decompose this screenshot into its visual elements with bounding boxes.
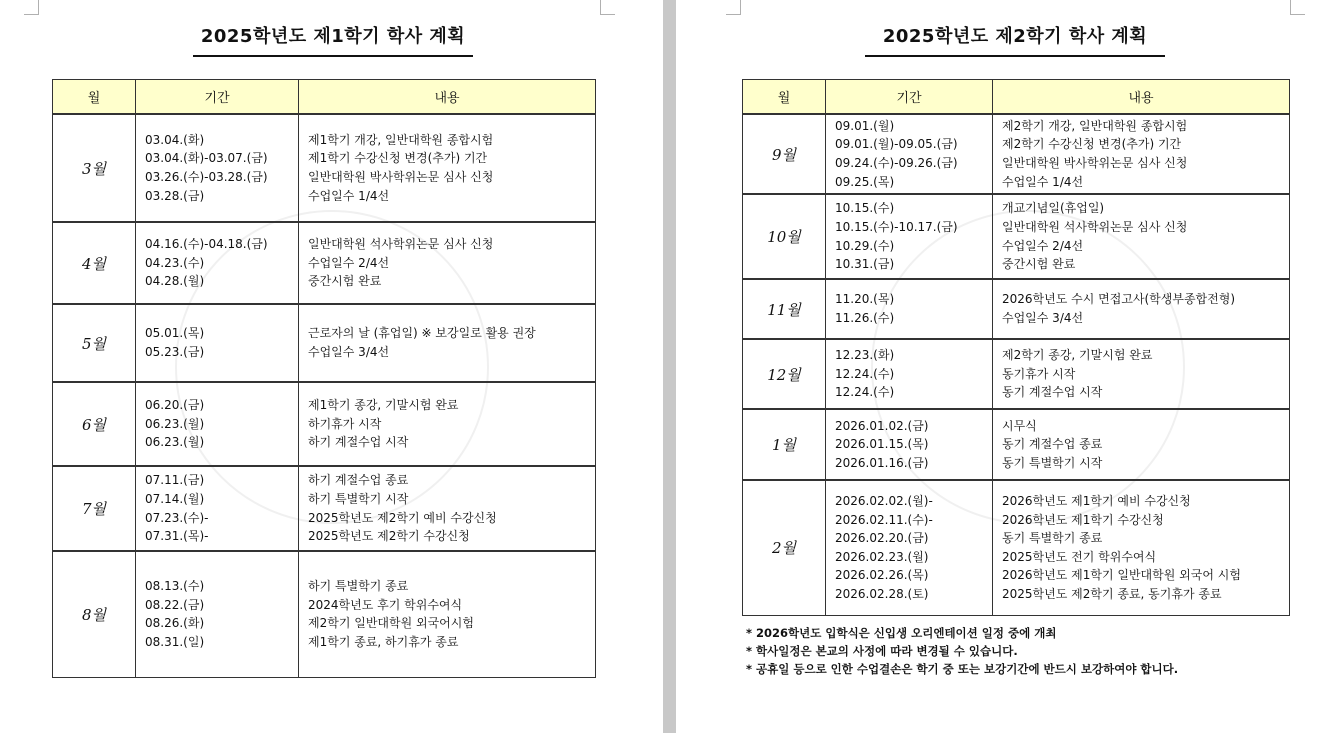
content-line: 하기 계절수업 종료 [308, 473, 409, 488]
content-line: 2026학년도 제1학기 일반대학원 외국어 시험 [1002, 568, 1241, 583]
crop-mark [24, 0, 39, 15]
table-row [53, 466, 596, 551]
period-line: 10.29.(수) [835, 238, 895, 253]
note-line: * 학사일정은 본교의 사정에 따라 변경될 수 있습니다. [746, 644, 1018, 658]
month-cell: 4월 [53, 222, 136, 304]
month-cell: 12월 [743, 339, 826, 409]
period-line: 03.26.(수)-03.28.(금) [145, 170, 268, 184]
month-cell: 6월 [53, 382, 136, 466]
period-line: 2026.02.02.(월)- [835, 493, 933, 508]
period-line: 05.01.(목) [145, 326, 205, 341]
month-cell: 10월 [743, 194, 826, 279]
content-line: 수업일수 2/4선 [308, 255, 390, 270]
content-line: 제2학기 개강, 일반대학원 종합시험 [1002, 118, 1188, 133]
content-line: 2024학년도 후기 학위수여식 [308, 597, 463, 612]
period-line: 05.23.(금) [145, 345, 205, 359]
content-cell [299, 551, 596, 677]
period-line: 12.24.(수) [835, 366, 895, 381]
crop-mark [600, 0, 615, 15]
month-cell: 8월 [53, 551, 136, 677]
period-cell [136, 466, 299, 551]
month-cell: 5월 [53, 304, 136, 382]
period-line: 2026.01.16.(금) [835, 455, 929, 470]
content-line: 하기 계절수업 시작 [308, 435, 409, 450]
content-line: 일반대학원 박사학위논문 심사 신청 [308, 170, 494, 184]
period-line: 2026.02.28.(토) [835, 586, 929, 601]
content-cell [299, 466, 596, 551]
page-divider [663, 0, 676, 733]
period-line: 08.13.(수) [145, 579, 205, 594]
period-cell [826, 480, 993, 615]
period-line: 2026.02.26.(목) [835, 568, 929, 583]
period-cell [136, 114, 299, 222]
content-line: 수업일수 1/4선 [1002, 174, 1084, 189]
header-content: 내용 [299, 80, 596, 115]
period-cell [826, 114, 993, 194]
table-row [53, 114, 596, 222]
content-line: 수업일수 3/4선 [308, 345, 390, 359]
page-semester2 [676, 0, 1339, 733]
content-cell [993, 114, 1290, 194]
period-line: 07.31.(목)- [145, 529, 209, 544]
month-cell: 1월 [743, 409, 826, 480]
period-line: 2026.01.02.(금) [835, 418, 929, 433]
month-cell: 3월 [53, 114, 136, 222]
period-line: 09.01.(월)-09.05.(금) [835, 137, 958, 152]
header-month: 월 [53, 80, 136, 115]
table-row [743, 114, 1290, 194]
content-line: 하기 특별학기 종료 [308, 579, 409, 594]
period-line: 09.25.(목) [835, 174, 895, 189]
content-line: 2025학년도 전기 학위수여식 [1002, 549, 1157, 564]
period-cell [136, 304, 299, 382]
period-line: 08.26.(화) [145, 616, 205, 631]
content-line: 제1학기 개강, 일반대학원 종합시험 [308, 132, 494, 147]
header-content: 내용 [993, 80, 1290, 115]
table-row [743, 339, 1290, 409]
content-line: 중간시험 완료 [308, 274, 382, 289]
period-line: 04.28.(월) [145, 274, 205, 289]
crop-mark [1290, 0, 1305, 15]
period-line: 04.23.(수) [145, 255, 205, 270]
content-line: 중간시험 완료 [1002, 257, 1076, 272]
period-line: 11.26.(수) [835, 311, 895, 325]
content-cell [993, 194, 1290, 279]
table-row [53, 304, 596, 382]
table-row [743, 480, 1290, 615]
period-cell [136, 382, 299, 466]
period-line: 2026.02.20.(금) [835, 531, 929, 546]
content-line: 제2학기 일반대학원 외국어시험 [308, 616, 474, 631]
content-cell [299, 114, 596, 222]
content-line: 개교기념일(휴업일) [1002, 201, 1105, 216]
period-line: 09.01.(월) [835, 118, 895, 133]
content-cell [299, 382, 596, 466]
content-line: 수업일수 3/4선 [1002, 311, 1084, 325]
content-line: 하기 특별학기 시작 [308, 491, 409, 506]
period-line: 12.23.(화) [835, 348, 895, 363]
content-line: 제1학기 종료, 하기휴가 종료 [308, 634, 459, 649]
page-title: 2025학년도 제1학기 학사 계획 [193, 22, 473, 57]
period-line: 06.23.(월) [145, 416, 205, 431]
period-line: 08.31.(일) [145, 634, 205, 649]
content-line: 동기 계절수업 종료 [1002, 437, 1103, 452]
period-line: 07.14.(월) [145, 491, 205, 506]
table-row [53, 382, 596, 466]
content-line: 2025학년도 제2학기 종료, 동기휴가 종료 [1002, 586, 1222, 601]
content-cell [993, 279, 1290, 339]
period-line: 2026.02.11.(수)- [835, 512, 933, 527]
period-line: 03.28.(금) [145, 188, 205, 203]
content-line: 수업일수 2/4선 [1002, 238, 1084, 253]
content-cell [993, 339, 1290, 409]
period-cell [826, 194, 993, 279]
content-line: 수업일수 1/4선 [308, 188, 390, 203]
period-line: 08.22.(금) [145, 597, 205, 612]
content-cell [299, 304, 596, 382]
notes [746, 624, 1178, 678]
period-line: 12.24.(수) [835, 385, 895, 400]
period-cell [136, 551, 299, 677]
month-cell: 2월 [743, 480, 826, 615]
period-line: 03.04.(화)-03.07.(금) [145, 151, 268, 166]
period-cell [826, 339, 993, 409]
period-line: 09.24.(수)-09.26.(금) [835, 156, 958, 170]
period-cell [136, 222, 299, 304]
period-line: 10.15.(수)-10.17.(금) [835, 219, 958, 234]
period-line: 10.15.(수) [835, 201, 895, 216]
note-line: * 공휴일 등으로 인한 수업결손은 학기 중 또는 보강기간에 반드시 보강하여야 합니다. [746, 662, 1179, 676]
table-row [53, 551, 596, 677]
content-line: 제1학기 수강신청 변경(추가) 기간 [308, 151, 488, 166]
content-line: 제2학기 종강, 기말시험 완료 [1002, 348, 1153, 363]
content-line: 일반대학원 석사학위논문 심사 신청 [308, 237, 494, 252]
content-line: 동기 특별학기 시작 [1002, 455, 1103, 470]
schedule-table [52, 79, 596, 678]
table-row [743, 409, 1290, 480]
period-line: 07.11.(금) [145, 473, 205, 488]
period-line: 07.23.(수)- [145, 510, 209, 525]
header-month: 월 [743, 80, 826, 115]
content-line: 2026학년도 제1학기 예비 수강신청 [1002, 493, 1191, 508]
content-cell [993, 480, 1290, 615]
header-row [53, 80, 596, 115]
content-line: 일반대학원 박사학위논문 심사 신청 [1002, 156, 1188, 170]
period-line: 10.31.(금) [835, 257, 895, 272]
content-line: 동기 계절수업 시작 [1002, 385, 1103, 400]
note-line: * 2026학년도 입학식은 신입생 오리엔테이션 일정 중에 개최 [746, 626, 1057, 640]
period-line: 03.04.(화) [145, 132, 205, 147]
content-line: 하기휴가 시작 [308, 416, 382, 431]
content-line: 2025학년도 제2학기 수강신청 [308, 529, 470, 544]
content-cell [299, 222, 596, 304]
content-line: 근로자의 날 (휴업일) ※ 보강일로 활용 권장 [308, 326, 536, 341]
month-cell: 11월 [743, 279, 826, 339]
period-line: 04.16.(수)-04.18.(금) [145, 237, 268, 252]
content-line: 제1학기 종강, 기말시험 완료 [308, 398, 459, 413]
content-line: 제2학기 수강신청 변경(추가) 기간 [1002, 137, 1182, 152]
period-line: 11.20.(목) [835, 292, 895, 307]
content-line: 동기 특별학기 종료 [1002, 531, 1103, 546]
content-line: 시무식 [1002, 418, 1037, 433]
content-line: 2025학년도 제2학기 예비 수강신청 [308, 510, 497, 525]
month-cell: 7월 [53, 466, 136, 551]
period-line: 2026.01.15.(목) [835, 437, 929, 452]
content-line: 2026학년도 수시 면접고사(학생부종합전형) [1002, 292, 1236, 307]
schedule-table [742, 79, 1290, 616]
page-title: 2025학년도 제2학기 학사 계획 [865, 22, 1165, 57]
header-period: 기간 [826, 80, 993, 115]
table-row [743, 279, 1290, 339]
content-line: 2026학년도 제1학기 수강신청 [1002, 512, 1164, 527]
table-row [53, 222, 596, 304]
header-row [743, 80, 1290, 115]
period-line: 06.23.(월) [145, 435, 205, 450]
period-cell [826, 279, 993, 339]
page-semester1 [0, 0, 663, 733]
month-cell: 9월 [743, 114, 826, 194]
content-cell [993, 409, 1290, 480]
period-line: 06.20.(금) [145, 398, 205, 413]
period-cell [826, 409, 993, 480]
content-line: 일반대학원 석사학위논문 심사 신청 [1002, 219, 1188, 234]
header-period: 기간 [136, 80, 299, 115]
table-row [743, 194, 1290, 279]
content-line: 동기휴가 시작 [1002, 366, 1076, 381]
period-line: 2026.02.23.(월) [835, 549, 929, 564]
crop-mark [726, 0, 741, 15]
